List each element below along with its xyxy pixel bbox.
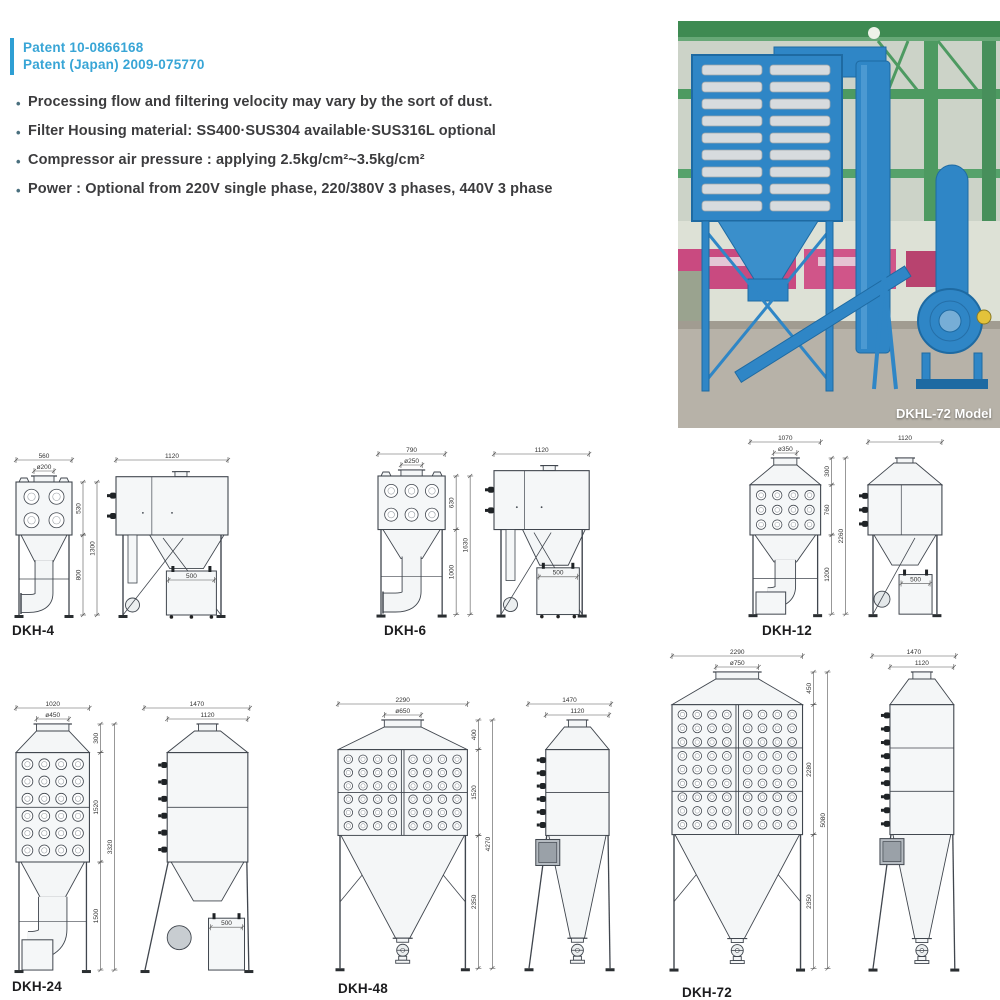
front-view — [14, 701, 117, 973]
model-label: DKH-72 — [682, 985, 732, 1000]
dim-label: 1120 — [897, 434, 912, 442]
dim-label: 3320 — [106, 839, 114, 855]
model-label: DKH-48 — [338, 981, 388, 996]
front-view — [336, 697, 496, 971]
front-view — [670, 649, 831, 972]
model-label: DKH-12 — [762, 623, 812, 638]
dim-label: 630 — [448, 497, 456, 509]
support-leg — [702, 221, 709, 391]
bullet-icon — [16, 181, 28, 200]
technical-drawing — [666, 648, 1000, 976]
dim-label: 1520 — [92, 800, 100, 815]
dim-label: 560 — [38, 452, 50, 460]
dim-label: 5080 — [819, 813, 827, 828]
product-photo — [678, 21, 1000, 428]
front-view — [748, 435, 849, 617]
patent-line: Patent (Japan) 2009-075770 — [23, 57, 205, 72]
dim-label: 1630 — [462, 538, 470, 553]
side-view — [525, 697, 615, 971]
dim-label: 1120 — [570, 707, 585, 715]
dim-label: 300 — [824, 465, 832, 477]
model-label: DKH-6 — [384, 623, 427, 638]
dim-label: 300 — [92, 732, 100, 744]
dim-label: 400 — [470, 729, 478, 741]
dim-label: 500 — [910, 576, 921, 584]
spec-text: Compressor air pressure : applying 2.5kg/cm²~3.5kg/cm² — [28, 152, 425, 168]
dim-label: 1470 — [189, 700, 205, 708]
side-view — [141, 701, 254, 973]
dim-label: 530 — [75, 503, 83, 514]
dim-label: 800 — [75, 569, 83, 581]
spec-bullet — [16, 123, 616, 142]
dim-label: 1120 — [200, 711, 215, 719]
drawing-svg — [8, 700, 272, 978]
drawing-dkh-4 — [8, 452, 258, 638]
technical-drawing — [332, 696, 642, 976]
drawing-svg — [370, 446, 662, 622]
photo-caption: DKHL-72 Model — [895, 406, 992, 421]
technical-drawing — [8, 700, 272, 978]
side-view — [107, 453, 230, 619]
spec-bullet — [16, 152, 616, 171]
drawing-svg — [740, 434, 1000, 622]
dim-label: 4270 — [484, 836, 492, 852]
fan-base — [916, 379, 988, 389]
technical-drawing — [740, 434, 1000, 622]
drawing-dkh-12 — [740, 434, 1000, 638]
drawing-svg — [332, 696, 642, 976]
roof-beam — [678, 21, 1000, 37]
front-view — [376, 447, 473, 618]
model-label: DKH-24 — [12, 979, 62, 994]
drawing-dkh-24 — [8, 700, 272, 994]
dim-label: 1070 — [778, 434, 793, 442]
dim-label: 2290 — [395, 696, 410, 704]
bullet-icon — [16, 152, 28, 171]
dim-label: 2260 — [838, 528, 846, 544]
model-label: DKH-4 — [12, 623, 55, 638]
side-view — [869, 649, 960, 972]
drawing-dkh-48 — [332, 696, 642, 996]
technical-drawing — [370, 446, 662, 622]
spec-text: Processing flow and filtering velocity may vary by the sort of dust. — [28, 94, 493, 110]
dim-label: 1120 — [165, 452, 179, 460]
side-view — [485, 447, 591, 619]
dim-label: ø350 — [777, 445, 793, 453]
patent-block — [10, 38, 205, 75]
roof-beam-edge — [678, 37, 1000, 41]
dim-label: ø200 — [36, 463, 52, 471]
drawing-dkh-72 — [666, 648, 1000, 1000]
dim-label: 1200 — [824, 567, 832, 582]
dim-label: 1470 — [906, 648, 922, 656]
dim-label: ø450 — [45, 711, 61, 719]
dim-label: ø650 — [395, 707, 411, 715]
dim-label: 760 — [824, 504, 832, 516]
banners — [678, 249, 968, 289]
dim-label: 1120 — [534, 446, 549, 454]
fan-outlet-duct — [936, 165, 968, 293]
dim-label: 1520 — [470, 785, 478, 800]
dim-label: 2350 — [470, 894, 478, 910]
dim-label: 500 — [552, 569, 564, 577]
dim-label: 1120 — [914, 659, 929, 667]
dim-label: ø250 — [404, 457, 419, 465]
dim-label: 1300 — [89, 541, 97, 556]
dim-label: 2350 — [805, 894, 813, 909]
dim-label: 1470 — [562, 696, 577, 704]
dim-label: 500 — [185, 572, 197, 580]
drawing-dkh-6 — [370, 446, 662, 638]
side-view — [859, 435, 944, 617]
spec-bullet — [16, 94, 616, 113]
support-leg — [826, 221, 833, 391]
drawing-svg — [666, 648, 1000, 976]
technical-drawing — [8, 452, 258, 622]
front-view — [14, 453, 100, 618]
spec-text: Filter Housing material: SS400·SUS304 available·SUS316L optional — [28, 123, 496, 139]
patent-line: Patent 10-0866168 — [23, 40, 144, 55]
bullet-icon — [16, 94, 28, 113]
fan-motor — [977, 310, 991, 324]
bullet-icon — [16, 123, 28, 142]
dim-label: 1500 — [92, 908, 100, 924]
spec-bullet — [16, 181, 616, 200]
dim-label: 500 — [221, 920, 232, 927]
dim-label: 790 — [406, 446, 418, 454]
drawing-svg — [8, 452, 258, 622]
dim-label: 450 — [805, 682, 813, 694]
dim-label: 2290 — [730, 648, 745, 656]
spec-bullet-list — [16, 94, 616, 210]
spec-text: Power : Optional from 220V single phase, 220/380V 3 phases, 440V 3 phase — [28, 181, 553, 197]
dim-label: 2280 — [805, 762, 813, 777]
dim-label: 1000 — [448, 564, 456, 580]
dim-label: 1020 — [45, 700, 60, 708]
dim-label: ø750 — [729, 659, 745, 667]
ceiling-lamp — [868, 27, 880, 39]
photo-illustration — [678, 21, 1000, 428]
